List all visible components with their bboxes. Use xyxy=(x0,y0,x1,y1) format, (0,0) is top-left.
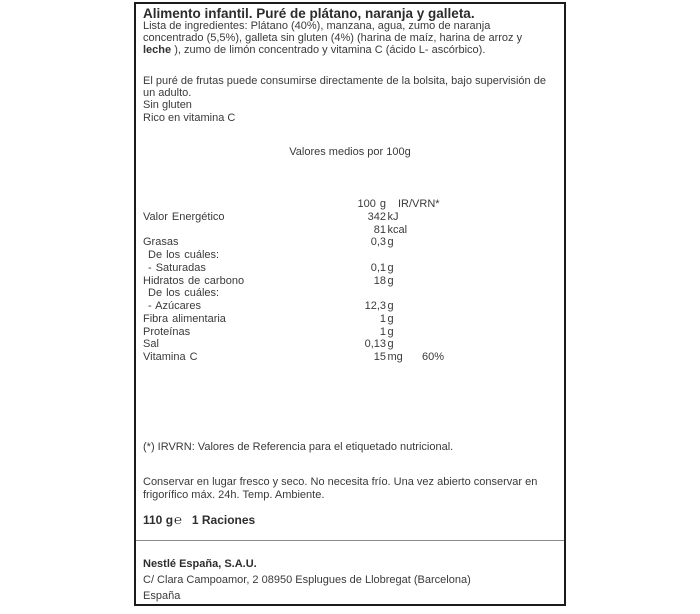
nutrition-row xyxy=(143,211,563,224)
ingredients-text-post: ), zumo de limón concentrado y vitamina C (ácido L- ascórbico). xyxy=(171,43,486,56)
ingredients-text-pre: Lista de ingredientes: Plátano (40%), manzana, agua, zumo de naranja concentrado (5,5%), galleta sin gluten (4%) (harina de maíz, harina de arroz y xyxy=(143,20,523,44)
nutrient-value: 18 xyxy=(373,274,386,287)
nutrition-rows xyxy=(143,211,563,364)
nutrient-name: De los cuáles: xyxy=(148,249,220,261)
nutrient-name: - Saturadas xyxy=(148,261,206,274)
nutrient-name: Sal xyxy=(143,338,159,351)
nutrition-row xyxy=(143,351,563,364)
nutrient-unit: kJ xyxy=(387,210,399,223)
product-label xyxy=(134,2,566,606)
product-title: Alimento infantil. Puré de plátano, naranja y galleta. xyxy=(143,6,475,21)
nutrition-row xyxy=(143,249,563,262)
nutrient-value: 342 xyxy=(367,210,386,223)
nutrient-name: Valor Energético xyxy=(143,210,225,223)
nutrient-percent: 60% xyxy=(422,351,445,363)
nutrient-value: 15 xyxy=(373,351,386,363)
nutrient-name: Vitamina C xyxy=(143,351,198,363)
nutrition-row xyxy=(143,275,563,288)
nutrient-value: 12,3 xyxy=(364,300,386,312)
nutrient-value: 0,1 xyxy=(370,261,386,274)
servings-count: 1 Raciones xyxy=(191,513,256,527)
nutrient-value: 1 xyxy=(379,325,386,338)
nutrient-unit: g xyxy=(387,325,394,338)
nutrient-unit: g xyxy=(387,274,394,287)
consumption-note: El puré de frutas puede consumirse directamente de la bolsita, bajo supervisión de un adulto. xyxy=(143,75,546,100)
nutrient-value: 1 xyxy=(379,312,386,325)
nutrient-unit: mg xyxy=(387,351,403,363)
nutrition-row xyxy=(143,313,563,326)
section-divider xyxy=(136,540,564,541)
net-weight: 110 g xyxy=(143,513,174,527)
nutrition-caption: Valores medios por 100g xyxy=(289,146,411,158)
nutrition-row xyxy=(143,338,563,351)
reference-footnote: (*) IRVRN: Valores de Referencia para el etiquetado nutricional. xyxy=(143,441,454,453)
claim-sin-gluten: Sin gluten xyxy=(143,99,192,111)
nutrient-unit: g xyxy=(387,312,394,325)
nutrient-name: De los cuáles: xyxy=(148,287,220,300)
ingredients-paragraph xyxy=(143,21,545,56)
nutrition-row xyxy=(143,300,563,313)
net-weight-line xyxy=(143,512,255,527)
estimated-sign: ℮ xyxy=(174,512,182,527)
nutrient-name: - Azúcares xyxy=(148,300,201,312)
nutrient-name: Hidratos de carbono xyxy=(143,274,245,287)
nutrient-name: Fibra alimentaria xyxy=(143,312,226,325)
manufacturer-block xyxy=(143,557,559,605)
nutrient-name: Proteínas xyxy=(143,325,191,338)
nutrient-unit: g xyxy=(387,261,394,274)
nutrient-name: Grasas xyxy=(143,236,179,249)
allergen-leche: leche xyxy=(143,43,172,56)
nutrient-value: 0,3 xyxy=(370,236,386,249)
nutrient-value: 0,13 xyxy=(364,338,386,351)
nutrition-header-row xyxy=(143,198,563,211)
nutrient-unit: g xyxy=(387,338,394,351)
nutrition-row xyxy=(143,262,563,275)
nutrition-row xyxy=(143,326,563,339)
manufacturer-name: Nestlé España, S.A.U. xyxy=(143,558,257,570)
nutrition-row xyxy=(143,236,563,249)
manufacturer-country: España xyxy=(143,589,181,602)
nutrition-table xyxy=(143,198,563,364)
nutrition-row xyxy=(143,287,563,300)
nutrition-row xyxy=(143,224,563,237)
manufacturer-address: C/ Clara Campoamor, 2 08950 Esplugues de Llobregat (Barcelona) xyxy=(143,573,471,586)
nutrient-unit: kcal xyxy=(387,223,408,236)
nutrition-col-ref: IR/VRN* xyxy=(398,198,440,210)
storage-instructions: Conservar en lugar fresco y seco. No necesita frío. Una vez abierto conservar en frigorífico máx. 24h. Temp. Ambiente. xyxy=(143,476,538,501)
nutrient-unit: g xyxy=(387,236,394,249)
nutrient-value: 81 xyxy=(373,223,386,236)
claim-rico-vitamina-c: Rico en vitamina C xyxy=(143,112,236,124)
nutrient-unit: g xyxy=(387,300,394,312)
nutrition-col-amount: 100 g xyxy=(357,198,386,210)
